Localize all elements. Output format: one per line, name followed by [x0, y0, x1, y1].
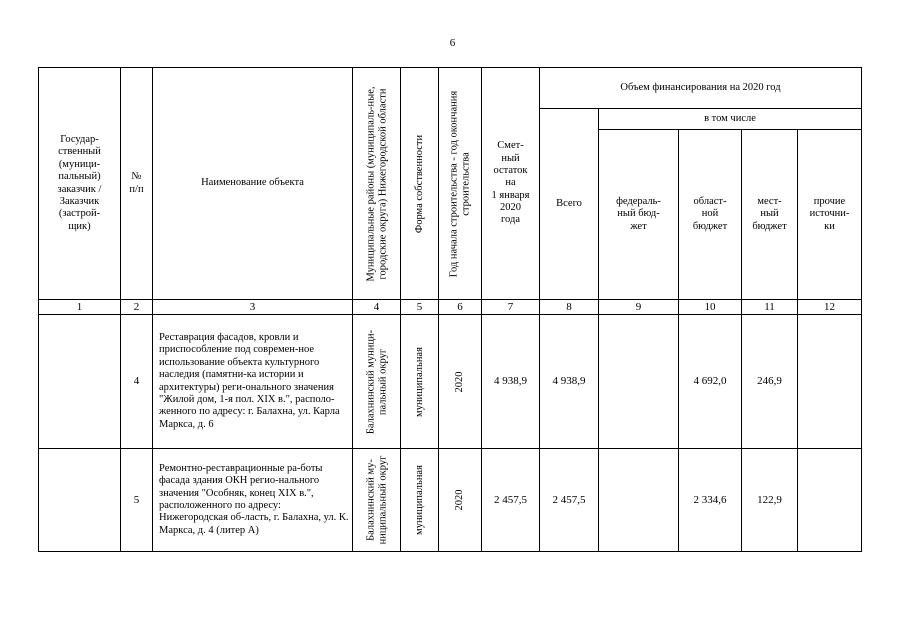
column-number-row [39, 300, 862, 315]
row-district-text: Балахнинский муници-пальный округ [364, 329, 388, 434]
header-years-text: Год начала строительства - год окончания строительства [448, 90, 471, 277]
column-number: 6 [439, 300, 482, 315]
header-other: прочие источни- ки [798, 130, 862, 300]
financing-table [38, 67, 862, 552]
row-remaining: 2 457,5 [482, 449, 540, 552]
header-customer: Государ- ственный (муници- пальный) заказчик / Заказчик (застрой- щик) [39, 68, 121, 300]
row-ownership-text: муниципальная [413, 465, 425, 535]
column-number: 11 [742, 300, 798, 315]
row-other [798, 315, 862, 449]
header-ownership [401, 68, 439, 300]
row-customer [39, 315, 121, 449]
header-ownership-text: Форма собственности [413, 134, 425, 233]
row-year-text: 2020 [454, 371, 466, 392]
row-year [439, 315, 482, 449]
column-number: 9 [599, 300, 679, 315]
table-row [39, 449, 862, 552]
row-federal [599, 315, 679, 449]
column-number: 7 [482, 300, 540, 315]
column-number: 12 [798, 300, 862, 315]
row-ownership [401, 315, 439, 449]
header-number: № п/п [121, 68, 153, 300]
row-total: 2 457,5 [540, 449, 599, 552]
row-object-name: Ремонтно-реставрационные ра-боты фасада здания ОКН регио-нального значения "Особняк, конец XIX в.", расположенного по адресу: Нижегородская об-ласть, г. Балахна, ул. К. Маркса, д. 4 (литер А) [153, 449, 353, 552]
column-number: 3 [153, 300, 353, 315]
row-regional: 4 692,0 [679, 315, 742, 449]
header-row-1 [39, 68, 862, 109]
header-regional: област- ной бюджет [679, 130, 742, 300]
row-total: 4 938,9 [540, 315, 599, 449]
row-district-text: Балахнинский му-ниципальный округ [364, 455, 388, 545]
header-remaining: Смет- ный остаток на 1 января 2020 года [482, 68, 540, 300]
row-customer [39, 449, 121, 552]
header-districts [353, 68, 401, 300]
row-remaining: 4 938,9 [482, 315, 540, 449]
row-year-text: 2020 [454, 489, 466, 511]
row-number: 5 [121, 449, 153, 552]
row-other [798, 449, 862, 552]
table-row [39, 315, 862, 449]
header-object-name: Наименование объекта [153, 68, 353, 300]
header-local: мест- ный бюджет [742, 130, 798, 300]
row-local: 246,9 [742, 315, 798, 449]
row-year [439, 449, 482, 552]
row-district [353, 315, 401, 449]
header-federal: федераль- ный бюд- жет [599, 130, 679, 300]
page-number: 6 [449, 37, 456, 49]
column-number: 1 [39, 300, 121, 315]
row-object-name: Реставрация фасадов, кровли и приспособление под современ-ное использование объекта культурного наследия (памятни-ка истории и архитектуры) реги-онального значения "Жилой дом, 1-я пол. XIX в.", располо-женного по адресу: г. Балахна, ул. Карла Маркса, д. 6 [153, 315, 353, 449]
row-local: 122,9 [742, 449, 798, 552]
row-number: 4 [121, 315, 153, 449]
row-ownership [401, 449, 439, 552]
header-including: в том числе [599, 109, 862, 130]
column-number: 2 [121, 300, 153, 315]
column-number: 8 [540, 300, 599, 315]
column-number: 4 [353, 300, 401, 315]
header-districts-text: Муниципальные районы (муниципаль-ные, городские округа) Нижегородской области [364, 86, 388, 281]
header-years [439, 68, 482, 300]
header-funding: Объем финансирования на 2020 год [540, 68, 862, 109]
header-total: Всего [540, 109, 599, 300]
row-ownership-text: муниципальная [413, 346, 425, 417]
row-regional: 2 334,6 [679, 449, 742, 552]
column-number: 10 [679, 300, 742, 315]
row-federal [599, 449, 679, 552]
column-number: 5 [401, 300, 439, 315]
row-district [353, 449, 401, 552]
